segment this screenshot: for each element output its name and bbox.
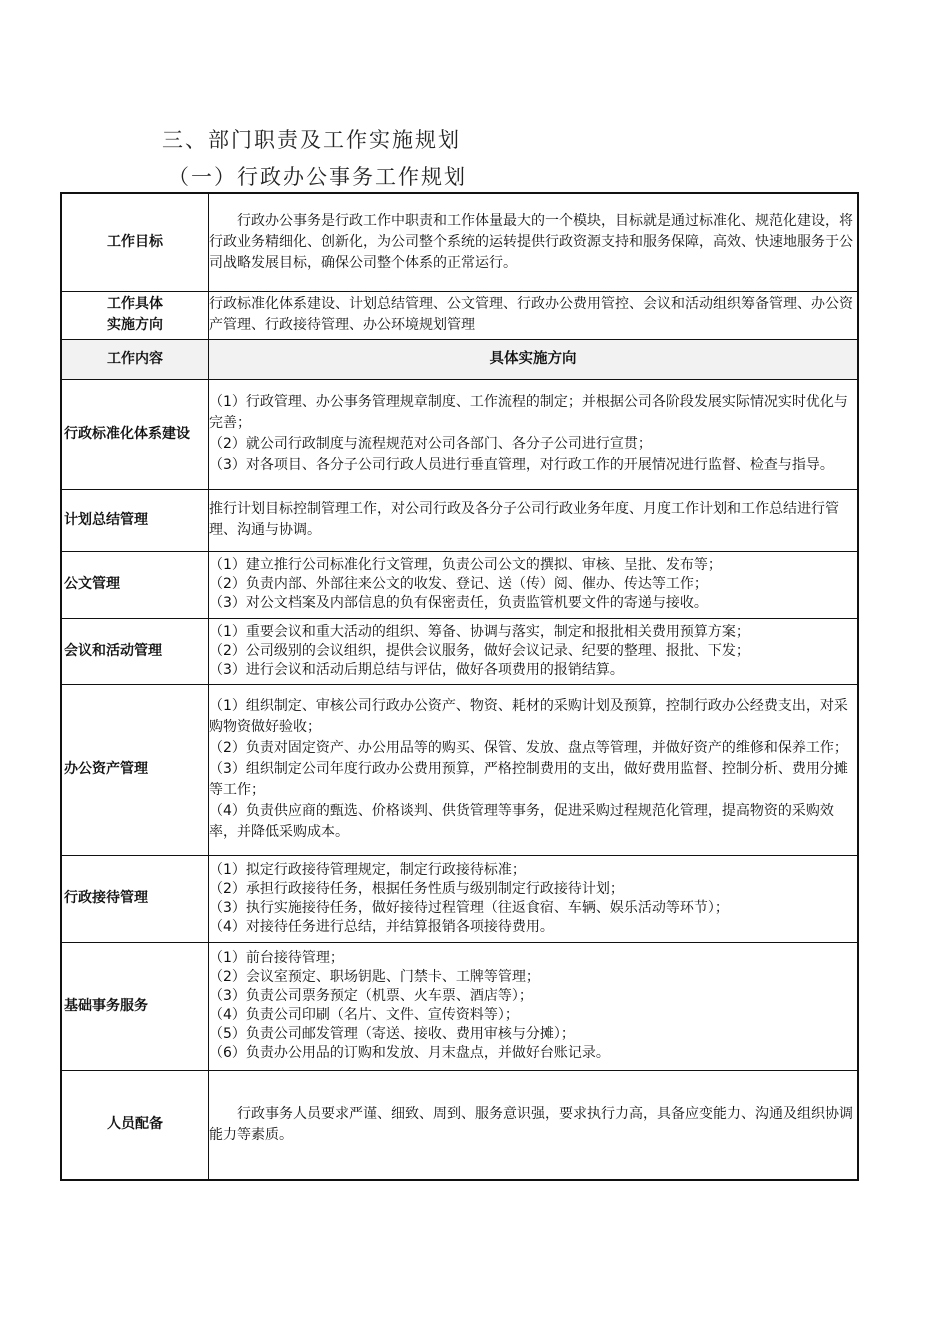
list-item: （3）对各项目、各分子公司行政人员进行垂直管理，对行政工作的开展情况进行监督、检查与指导。 [209, 457, 834, 473]
table-row [61, 855, 858, 942]
table-row [61, 684, 858, 855]
staffing-label: 人员配备 [61, 1070, 209, 1180]
table-row [61, 551, 858, 618]
list-item: 推行计划目标控制管理工作，对公司行政及各分子公司行政业务年度、月度工作计划和工作总结进行管理、沟通与协调。 [209, 501, 839, 538]
direction-text-cell [209, 291, 859, 339]
work-plan-table [60, 192, 859, 1181]
list-item: （3）组织制定公司年度行政办公费用预算，严格控制费用的支出，做好费用监督、控制分析、费用分摊等工作； [209, 761, 848, 798]
table-row [61, 1070, 858, 1180]
column-header-content: 工作内容 [61, 339, 209, 379]
row-label: 行政接待管理 [61, 855, 209, 942]
list-item: （2）负责内部、外部往来公文的收发、登记、送（传）阅、催办、传达等工作； [209, 576, 708, 592]
row-content [209, 379, 859, 489]
list-item: （4）负责公司印刷（名片、文件、宣传资料等）； [209, 1007, 519, 1023]
list-item: （2）承担行政接待任务，根据任务性质与级别制定行政接待计划； [209, 880, 624, 897]
section-title: 三、部门职责及工作实施规划 [162, 128, 461, 152]
row-content [209, 684, 859, 855]
table-row [61, 379, 858, 489]
row-label: 办公资产管理 [61, 684, 209, 855]
list-item: （2）公司级别的会议组织，提供会议服务，做好会议记录、纪要的整理、报批、下发； [209, 642, 750, 659]
list-item: （1）前台接待管理； [209, 950, 344, 966]
list-item: （4）对接待任务进行总结，并结算报销各项接待费用。 [209, 918, 554, 935]
direction-label-line1: 工作具体 [107, 296, 163, 312]
table-header-row [61, 339, 858, 379]
list-item: （5）负责公司邮发管理（寄送、接收、费用审核与分摊）； [209, 1026, 575, 1042]
list-item: （1）组织制定、审核公司行政办公资产、物资、耗材的采购计划及预算，控制行政办公经费支出，对采购物资做好验收； [209, 698, 848, 735]
row-content [209, 551, 859, 618]
row-label: 基础事务服务 [61, 942, 209, 1070]
row-content [209, 489, 859, 551]
row-content [209, 855, 859, 942]
list-item: （3）执行实施接待任务，做好接待过程管理（往返食宿、车辆、娱乐活动等环节）； [209, 899, 729, 916]
list-item: （3）负责公司票务预定（机票、火车票、酒店等）； [209, 988, 533, 1004]
row-label: 计划总结管理 [61, 489, 209, 551]
row-content [209, 942, 859, 1070]
list-item: （1）行政管理、办公事务管理规章制度、工作流程的制定；并根据公司各阶段发展实际情况实时优化与完善； [209, 394, 848, 431]
list-item: （2）就公司行政制度与流程规范对公司各部门、各分子公司进行宣贯； [209, 436, 652, 452]
direction-text: 行政标准化体系建设、计划总结管理、公文管理、行政办公费用管控、会议和活动组织筹备管理、办公资产管理、行政接待管理、办公环境规划管理 [209, 296, 853, 333]
goal-text-cell [209, 193, 859, 291]
row-label: 公文管理 [61, 551, 209, 618]
row-label: 行政标准化体系建设 [61, 379, 209, 489]
list-item: （1）拟定行政接待管理规定，制定行政接待标准； [209, 861, 526, 878]
list-item: （1）建立推行公司标准化行文管理，负责公司公文的撰拟、审核、呈批、发布等； [209, 557, 722, 573]
goal-text: 行政办公事务是行政工作中职责和工作体量最大的一个模块，目标就是通过标准化、规范化建设，将行政业务精细化、创新化，为公司整个系统的运转提供行政资源支持和服务保障，高效、快速地服务于公司战略发展目标，确保公司整个体系的正常运行。 [209, 212, 853, 271]
direction-label [61, 291, 209, 339]
list-item: （3）对公文档案及内部信息的负有保密责任，负责监管机要文件的寄递与接收。 [209, 595, 708, 611]
staffing-text-cell [209, 1070, 859, 1180]
subsection-title: （一）行政办公事务工作规划 [168, 165, 467, 189]
table-row [61, 291, 858, 339]
list-item: （3）进行会议和活动后期总结与评估，做好各项费用的报销结算。 [209, 661, 624, 678]
table-row [61, 489, 858, 551]
staffing-text: 行政事务人员要求严谨、细致、周到、服务意识强，要求执行力高，具备应变能力、沟通及组织协调能力等素质。 [209, 1105, 853, 1143]
row-label: 会议和活动管理 [61, 618, 209, 684]
row-content [209, 618, 859, 684]
table-row [61, 618, 858, 684]
direction-label-line2: 实施方向 [107, 317, 163, 333]
list-item: （2）负责对固定资产、办公用品等的购买、保管、发放、盘点等管理，并做好资产的维修和保养工作； [209, 740, 848, 756]
list-item: （2）会议室预定、职场钥匙、门禁卡、工牌等管理； [209, 969, 540, 985]
list-item: （6）负责办公用品的订购和发放、月末盘点，并做好台账记录。 [209, 1045, 610, 1061]
goal-label: 工作目标 [61, 193, 209, 291]
list-item: （1）重要会议和重大活动的组织、筹备、协调与落实，制定和报批相关费用预算方案； [209, 623, 750, 640]
table-row [61, 193, 858, 291]
table-row [61, 942, 858, 1070]
column-header-direction: 具体实施方向 [209, 339, 859, 379]
list-item: （4）负责供应商的甄选、价格谈判、供货管理等事务，促进采购过程规范化管理，提高物资的采购效率，并降低采购成本。 [209, 803, 834, 840]
